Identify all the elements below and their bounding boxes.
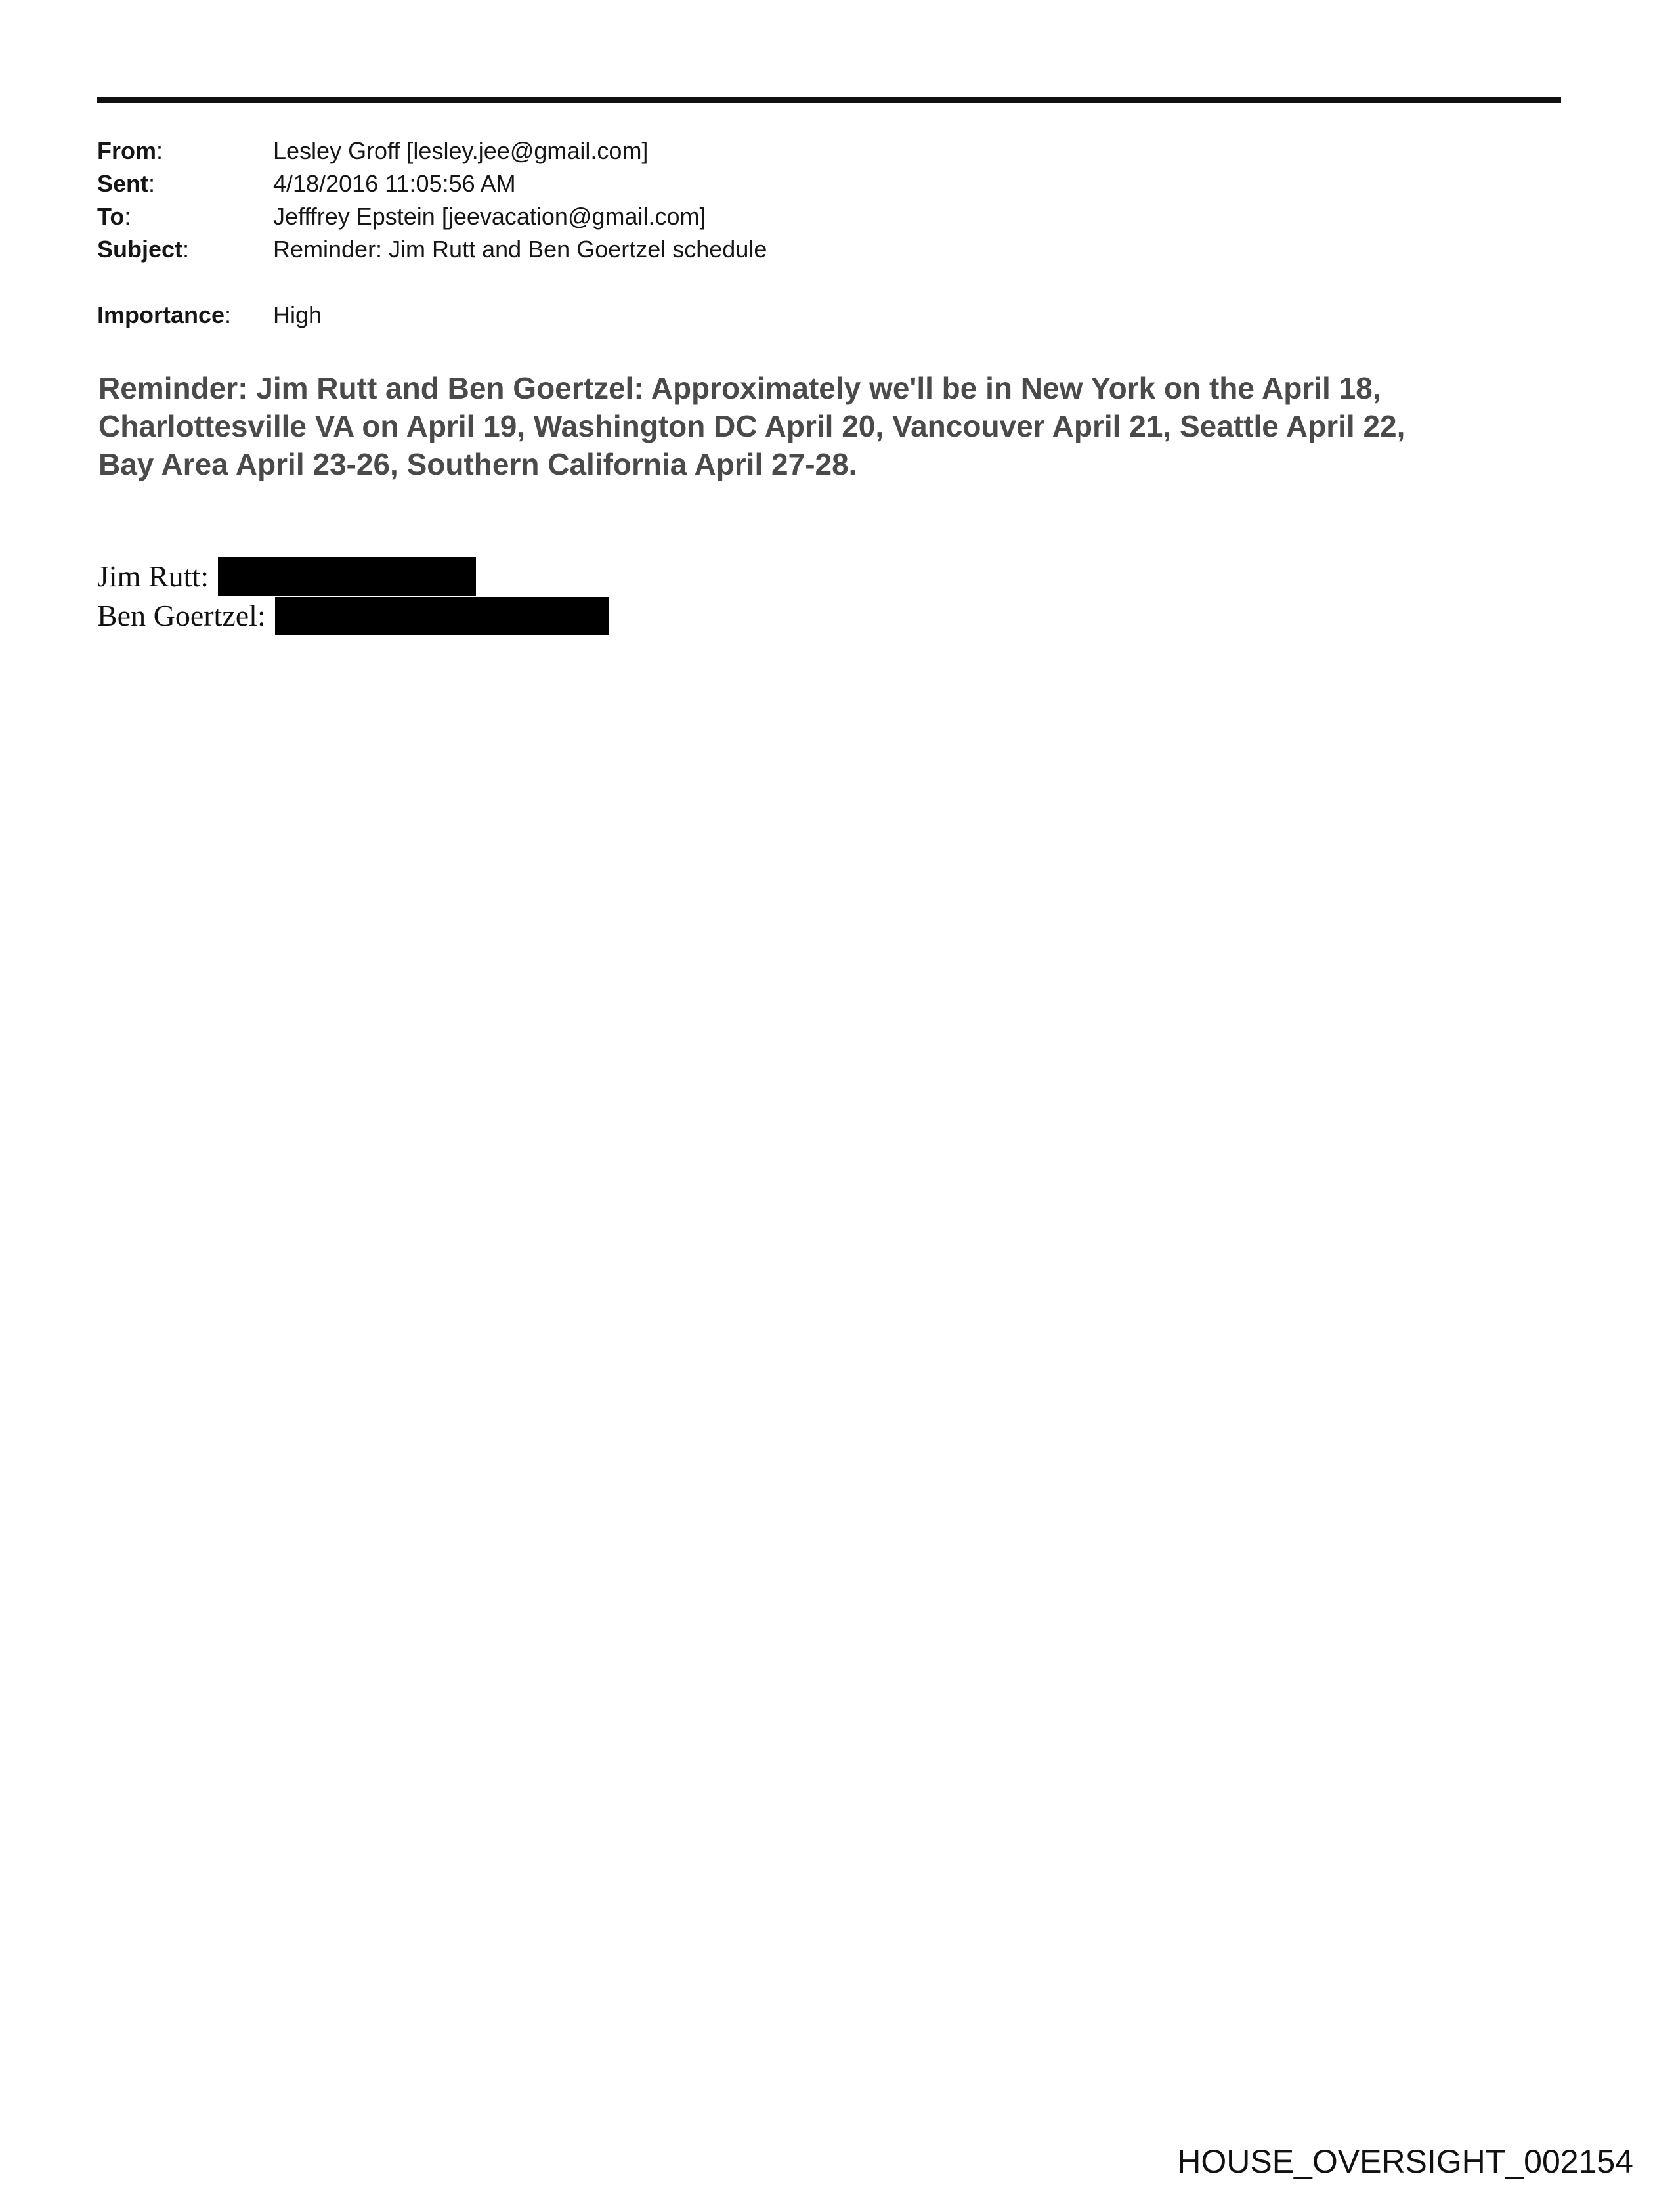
contact-name-label: Ben Goertzel: bbox=[97, 599, 266, 632]
to-label: To: bbox=[97, 203, 131, 230]
subject-value: Reminder: Jim Rutt and Ben Goertzel schedule bbox=[273, 236, 767, 263]
from-row bbox=[97, 135, 767, 167]
contact-name-label: Jim Rutt: bbox=[97, 559, 209, 593]
email-header bbox=[97, 135, 767, 332]
reminder-message bbox=[98, 369, 1569, 483]
importance-row bbox=[97, 299, 767, 332]
subject-row bbox=[97, 233, 767, 266]
reminder-line: Charlottesville VA on April 19, Washington DC April 20, Vancouver April 21, Seattle April 22, bbox=[98, 409, 1406, 443]
contact-list bbox=[97, 557, 609, 636]
to-value: Jefffrey Epstein [jeevacation@gmail.com] bbox=[273, 203, 706, 230]
from-label: From: bbox=[97, 137, 163, 164]
to-row bbox=[97, 200, 767, 233]
sent-value: 4/18/2016 11:05:56 AM bbox=[273, 170, 516, 197]
sent-row bbox=[97, 167, 767, 200]
reminder-line: Reminder: Jim Rutt and Ben Goertzel: Approximately we'll be in New York on the April 18, bbox=[98, 371, 1381, 405]
contact-row-jim-rutt bbox=[97, 557, 609, 596]
subject-label: Subject: bbox=[97, 236, 190, 263]
importance-label: Importance: bbox=[97, 301, 232, 328]
redaction-box bbox=[218, 557, 476, 596]
importance-value: High bbox=[273, 301, 322, 328]
redaction-box bbox=[275, 597, 609, 635]
reminder-line: Bay Area April 23-26, Southern California April 27-28. bbox=[98, 447, 857, 481]
from-value: Lesley Groff [lesley.jee@gmail.com] bbox=[273, 137, 649, 164]
bates-number: HOUSE_OVERSIGHT_002154 bbox=[1177, 2143, 1633, 2180]
contact-row-ben-goertzel bbox=[97, 596, 609, 636]
sent-label: Sent: bbox=[97, 170, 156, 197]
header-divider bbox=[97, 97, 1561, 103]
